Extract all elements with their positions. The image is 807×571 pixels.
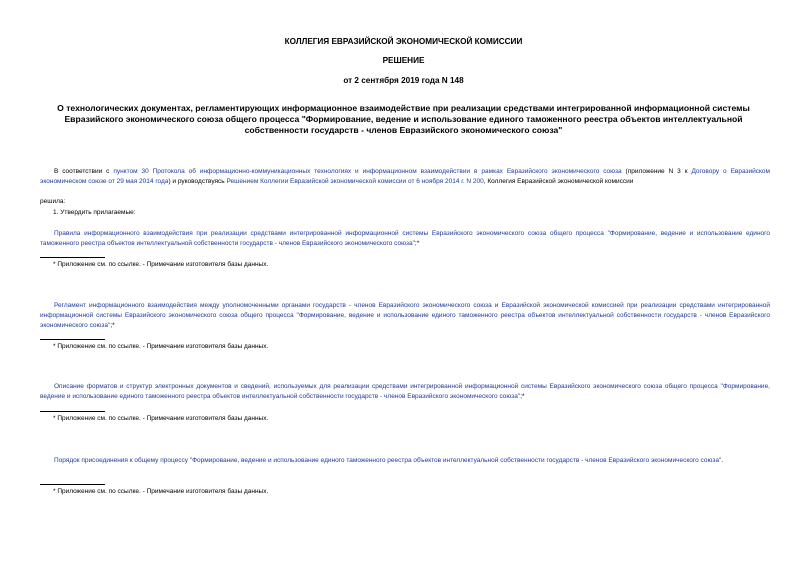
item-1-text: 1. Утвердить прилагаемые:: [53, 209, 136, 216]
footnote-divider: [40, 411, 105, 412]
resolved-label: решила:: [40, 198, 66, 205]
regulation-link[interactable]: Регламент информационного взаимодействия между уполномоченными органами государств - членов Евразийского экономического союза и Евразийской экономической комиссией при реализации средствами интегрированной информационной системы Евразийского экономического союза общего процесса "Формирование, ведение и использование единого таможенного реестра объектов интеллектуальной собственности государств - членов Евразийского экономического союза": [40, 302, 770, 329]
document-title: О технологических документах, регламентирующих информационное взаимодействие при реализации средствами интегрированной информационной системы Евразийского экономического союза общего процесса "Формирование, ведение и использование единого таможенного реестра объектов интеллектуальной собственности государств - членов Евразийского экономического союза": [57, 103, 750, 135]
approved-doc-formats: Описание форматов и структур электронных документов и сведений, используемых для реализации средствами интегрированной информационной системы Евразийского экономического союза общего процесса "Формирование, ведение и использование единого таможенного реестра объектов интеллектуальной собственности государств - членов Евразийского экономического союза";*: [40, 383, 770, 400]
org-heading: КОЛЛЕГИЯ ЕВРАЗИЙСКОЙ ЭКОНОМИЧЕСКОЙ КОМИССИИ: [284, 37, 523, 46]
footnote-divider: [40, 339, 105, 340]
footnote: * Приложение см. по ссылке. - Примечание изготовителя базы данных.: [53, 343, 269, 350]
footnote: * Приложение см. по ссылке. - Примечание изготовителя базы данных.: [53, 261, 269, 268]
footnote-divider: [40, 484, 105, 485]
procedure-link[interactable]: Порядок присоединения к общему процессу "Формирование, ведение и использование единого таможенного реестра объектов интеллектуальной собственности государств - членов Евразийского экономического союза": [54, 457, 722, 464]
approved-doc-rules: Правила информационного взаимодействия при реализации средствами интегрированной информационной системы Евразийского экономического союза общего процесса "Формирование, ведение и использование единого таможенного реестра объектов интеллектуальной собственности государств - членов Евразийского экономического союза";*: [40, 230, 770, 247]
approved-doc-procedure: Порядок присоединения к общему процессу "Формирование, ведение и использование единого таможенного реестра объектов интеллектуальной собственности государств - членов Евразийского экономического союза".: [54, 457, 724, 464]
footnote: * Приложение см. по ссылке. - Примечание изготовителя базы данных.: [53, 415, 269, 422]
formats-link[interactable]: Описание форматов и структур электронных документов и сведений, используемых для реализации средствами интегрированной информационной системы Евразийского экономического союза общего процесса "Формирование, ведение и использование единого таможенного реестра объектов интеллектуальной собственности государств - членов Евразийского экономического союза": [40, 383, 770, 400]
treaty-link[interactable]: Договору о Евразийском экономическом союзе от 29 мая 2014 года: [40, 168, 771, 185]
footnote-divider: [40, 257, 105, 258]
approved-doc-regulation: Регламент информационного взаимодействия между уполномоченными органами государств - членов Евразийского экономического союза и Евразийской экономической комиссией при реализации средствами интегрированной информационной системы Евразийского экономического союза общего процесса "Формирование, ведение и использование единого таможенного реестра объектов интеллектуальной собственности государств - членов Евразийского экономического союза";*: [40, 302, 770, 329]
decision-link[interactable]: Решением Коллегии Евразийской экономической комиссии от 6 ноября 2014 г. N 200: [226, 178, 484, 185]
date-number-heading: от 2 сентября 2019 года N 148: [343, 76, 464, 85]
doc-type-heading: РЕШЕНИЕ: [382, 56, 425, 65]
protocol-link[interactable]: пунктом 30 Протокола об информационно-коммуникационных технологиях и информационном взаимодействии в рамках Евразийского экономического союза: [113, 168, 622, 175]
preamble-paragraph: В соответствии с пунктом 30 Протокола об информационно-коммуникационных технологиях и информационном взаимодействии в рамках Евразийского экономического союза (приложение N 3 к Договору о Евразийском экономическом союзе от 29 мая 2014 года) и руководствуясь Решением Коллегии Евразийской экономической комиссии от 6 ноября 2014 г. N 200, Коллегия Евразийской экономической комиссии: [40, 168, 771, 185]
footnote: * Приложение см. по ссылке. - Примечание изготовителя базы данных.: [53, 488, 269, 495]
rules-link[interactable]: Правила информационного взаимодействия при реализации средствами интегрированной информационной системы Евразийского экономического союза общего процесса "Формирование, ведение и использование единого таможенного реестра объектов интеллектуальной собственности государств - членов Евразийского экономического союза": [40, 230, 770, 247]
